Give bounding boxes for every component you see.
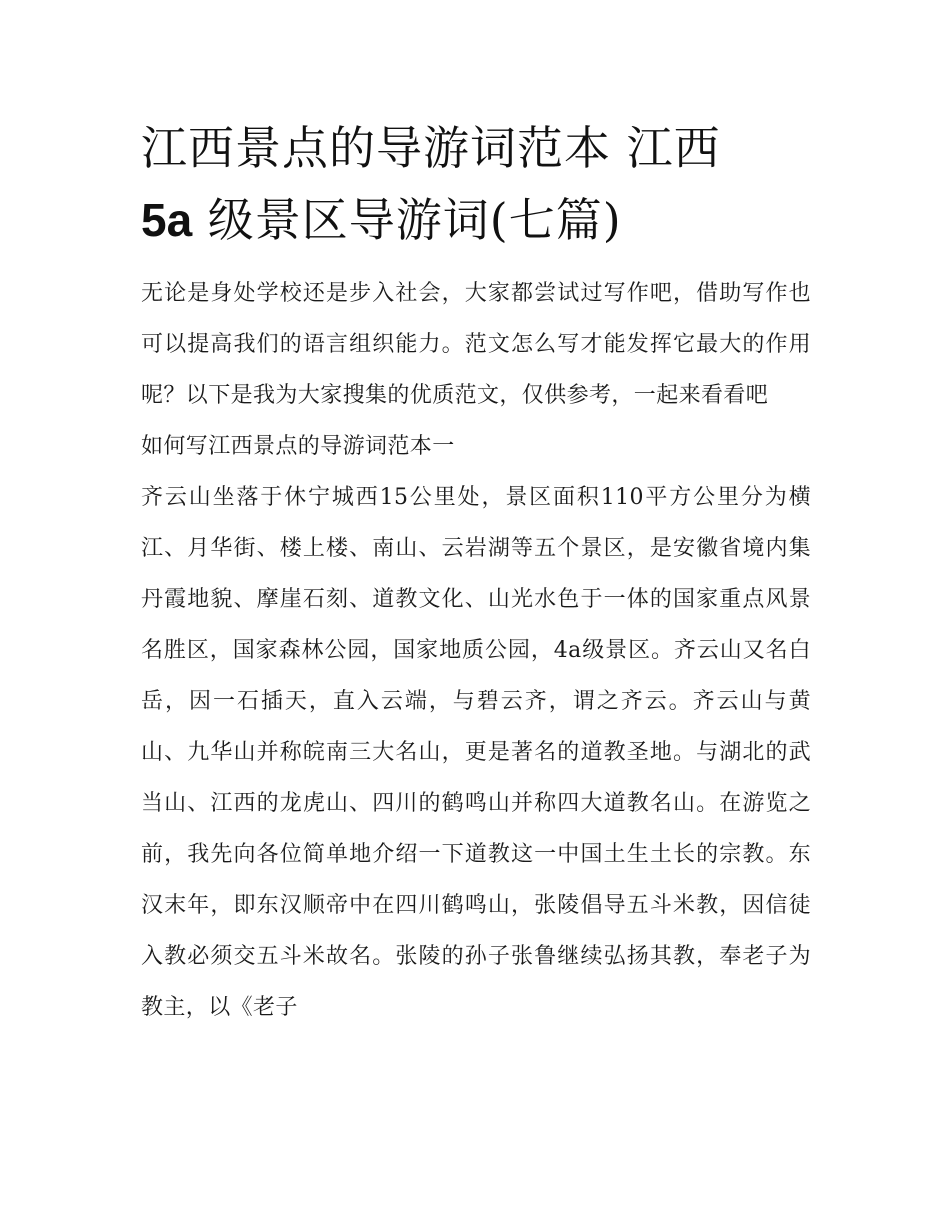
document-title bbox=[141, 112, 811, 256]
title-line-1: 江西景点的导游词范本 江西 bbox=[141, 121, 721, 175]
intro-paragraph: 无论是身处学校还是步入社会，大家都尝试过写作吧，借助写作也可以提高我们的语言组织能力。范文怎么写才能发挥它最大的作用呢？以下是我为大家搜集的优质范文，仅供参考，一起来看看吧 bbox=[141, 281, 811, 408]
title-line-2: 级景区导游词(七篇) bbox=[207, 193, 622, 247]
section-body-paragraph: 齐云山坐落于休宁城西15公里处，景区面积110平方公里分为横江、月华街、楼上楼、南山、云岩湖等五个景区，是安徽省境内集丹霞地貌、摩崖石刻、道教文化、山光水色于一体的国家重点风景名胜区，国家森林公园，国家地质公园，4a级景区。齐云山又名白岳，因一石插天，直入云端，与碧云齐，谓之齐云。齐云山与黄山、九华山并称皖南三大名山，更是著名的道教圣地。与湖北的武当山、江西的龙虎山、四川的鹤鸣山并称四大道教名山。在游览之前，我先向各位简单地介绍一下道教这一中国土生土长的宗教。东汉末年，即东汉顺帝中在四川鹤鸣山，张陵倡导五斗米教，因信徒入教必须交五斗米故名。张陵的孙子张鲁继续弘扬其教，奉老子为教主，以《老子 bbox=[141, 485, 811, 1020]
title-latin-prefix: 5a bbox=[141, 194, 193, 246]
section-heading: 如何写江西景点的导游词范本一 bbox=[141, 434, 455, 459]
document-content bbox=[141, 112, 811, 1033]
